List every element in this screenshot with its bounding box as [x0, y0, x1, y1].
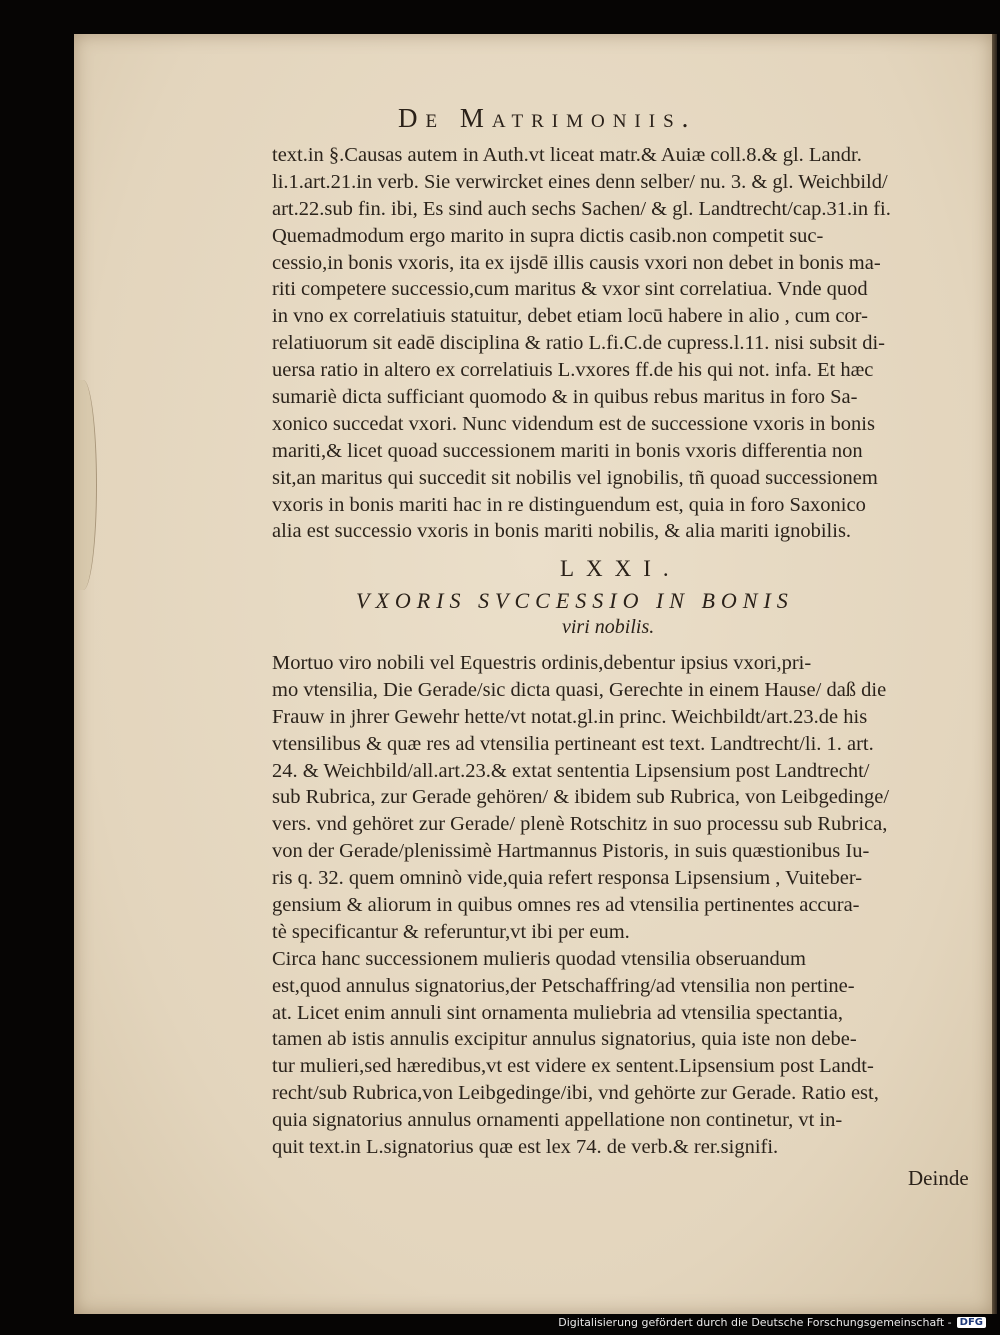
text-line: est,quod annulus signatorius,der Petschaffring/ad vtensilia non pertine- [272, 974, 855, 997]
text-line: quia signatorius annulus ornamenti appellatione non continetur, vt in- [272, 1109, 843, 1132]
text-line: Mortuo viro nobili vel Equestris ordinis,debentur ipsius vxori,pri- [272, 652, 812, 674]
text-line: tamen ab istis annulis excipitur annulus signatorius, quia iste non debe- [272, 1028, 857, 1051]
section-number: LXXI. [560, 556, 681, 581]
text-block-upper [272, 142, 972, 545]
section-title: VXORIS SVCCESSIO IN BONIS [356, 588, 794, 613]
text-line: ris q. 32. quem omninò vide,quia refert responsa Lipsensium , Vuiteber- [272, 867, 863, 890]
text-line: sub Rubrica, zur Gerade gehören/ & ibidem sub Rubrica, von Leibgedinge/ [272, 786, 890, 809]
text-line: tur mulieri,sed hæredibus,vt est videre ex sentent.Lipsensium post Landt- [272, 1055, 874, 1078]
text-line: sit,an maritus qui succedit sit nobilis vel ignobilis, tñ quoad successionem [272, 466, 878, 489]
text-line: vxoris in bonis mariti hac in re distinguendum est, quia in foro Saxonico [272, 493, 866, 516]
text-line: sumariè dicta sufficiant quomodo & in quibus rebus maritus in foro Sa- [272, 386, 858, 409]
text-line: tè specificantur & referuntur,vt ibi per eum. [272, 920, 630, 943]
text-line: Circa hanc successionem mulieris quodad vtensilia obseruandum [272, 947, 807, 970]
text-line: mo vtensilia, Die Gerade/sic dicta quasi, Gerechte in einem Hause/ daß die [272, 678, 887, 701]
running-head: De Matrimoniis. [398, 103, 697, 133]
text-line: vtensilibus & quæ res ad vtensilia pertineant est text. Landtrecht/li. 1. art. [272, 732, 874, 755]
text-block-lower [272, 650, 972, 1161]
text-line: relatiuorum sit eadē disciplina & ratio L.fi.C.de cupress.l.11. nisi subsit di- [272, 332, 885, 355]
text-line: xonico succedat vxori. Nunc videndum est de successione vxoris in bonis [272, 412, 875, 435]
text-line: Frauw in jhrer Gewehr hette/vt notat.gl.in princ. Weichbildt/art.23.de his [272, 705, 868, 728]
text-line: vers. vnd gehöret zur Gerade/ plenè Rotschitz in suo processu sub Rubrica, [272, 813, 888, 836]
text-line: alia est successio vxoris in bonis mariti nobilis, & alia mariti ignobilis. [272, 520, 852, 543]
section-subtitle: viri nobilis. [562, 616, 655, 638]
text-line: gensium & aliorum in quibus omnes res ad vtensilia pertinentes accura- [272, 894, 860, 917]
text-line: in vno ex correlatiuis statuitur, debet etiam locū habere in alio , cum cor- [272, 305, 868, 328]
text-line: riti competere successio,cum maritus & vxor sint correlatiua. Vnde quod [272, 278, 868, 301]
text-line: mariti,& licet quoad successionem mariti in bonis vxoris differentia non [272, 439, 863, 462]
dfg-logo[interactable]: DFG [957, 1317, 986, 1328]
credit-text: Digitalisierung gefördert durch die Deutsche Forschungsgemeinschaft - [558, 1316, 952, 1329]
text-line: at. Licet enim annuli sint ornamenta muliebria ad vtensilia spectantia, [272, 1001, 843, 1024]
digitization-credit [558, 1316, 986, 1329]
text-line: von der Gerade/plenissimè Hartmannus Pistoris, in suis quæstionibus Iu- [272, 840, 870, 863]
text-line: text.in §.Causas autem in Auth.vt liceat matr.& Auiæ coll.8.& gl. Landr. [272, 144, 862, 166]
text-line: 24. & Weichbild/all.art.23.& extat sententia Lipsensium post Landtrecht/ [272, 759, 870, 782]
text-line: recht/sub Rubrica,von Leibgedinge/ibi, vnd gehörte zur Gerade. Ratio est, [272, 1082, 879, 1105]
text-line: cessio,in bonis vxoris, ita ex ijsdē illis causis vxori non debet in bonis ma- [272, 251, 881, 274]
text-line: art.22.sub fin. ibi, Es sind auch sechs Sachen/ & gl. Landtrecht/cap.31.in fi. [272, 197, 891, 220]
text-line: li.1.art.21.in verb. Sie verwircket eines denn selber/ nu. 3. & gl. Weichbild/ [272, 170, 888, 193]
text-line: Quemadmodum ergo marito in supra dictis casib.non competit suc- [272, 224, 824, 247]
catchword: Deinde [908, 1166, 969, 1190]
text-line: uersa ratio in altero ex correlatiuis L.vxores ff.de his qui not. infa. Et hæc [272, 359, 874, 382]
text-line: quit text.in L.signatorius quæ est lex 74. de verb.& rer.signifi. [272, 1136, 779, 1159]
